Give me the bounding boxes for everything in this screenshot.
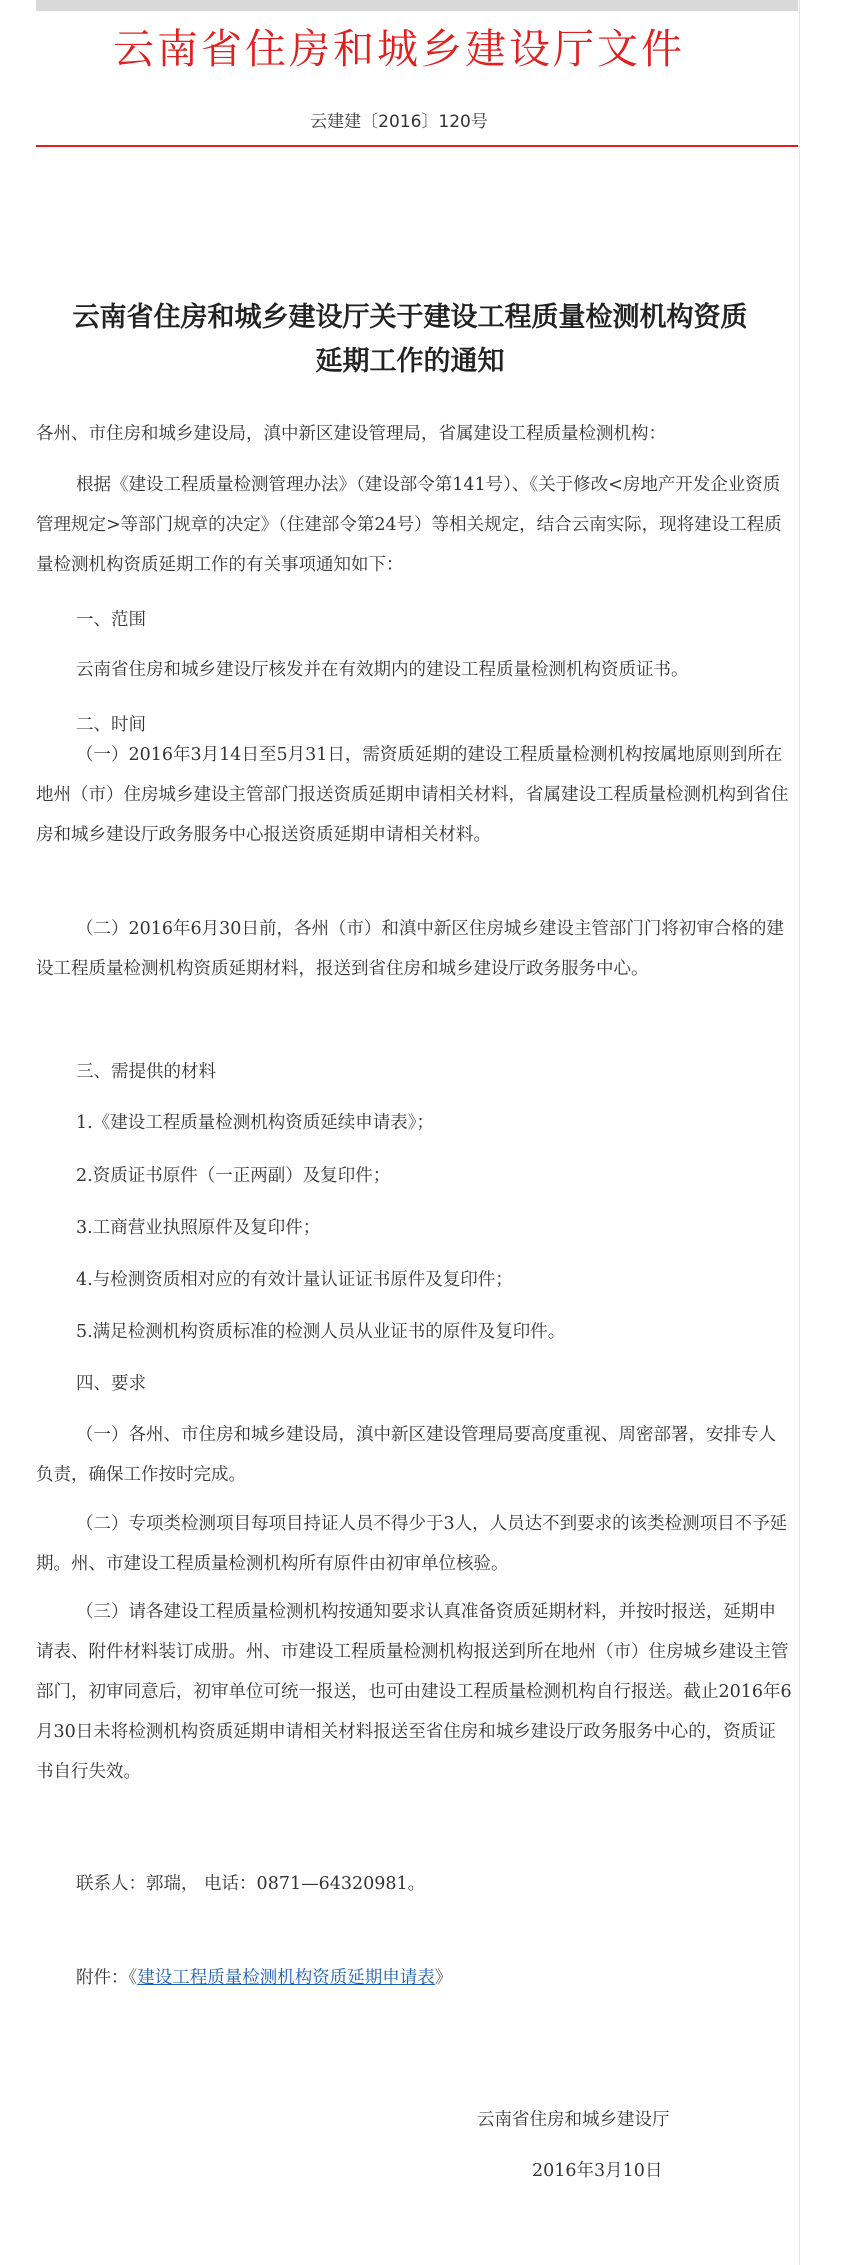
attachment-link[interactable]: 建设工程质量检测机构资质延期申请表: [137, 1968, 435, 1988]
notice-title: [40, 296, 780, 384]
material-item-4: 4.与检测资质相对应的有效计量认证证书原件及复印件；: [76, 1270, 513, 1290]
section1-heading: 一、范围: [76, 610, 146, 630]
contact-line: 联系人：郭瑞， 电话：0871—64320981。: [76, 1874, 426, 1894]
section4-item3: （三）请各建设工程质量检测机构按通知要求认真准备资质延期材料，并按时报送，延期申请表、附件材料装订成册。州、市建设工程质量检测机构报送到所在地州（市）住房城乡建设主管部门，初审同意后，初审单位可统一报送，也可由建设工程质量检测机构自行报送。截止2016年6月30日未将检测机构资质延期申请相关材料报送至省住房和城乡建设厅政务服务中心的，资质证书自行失效。: [36, 1602, 792, 1782]
issue-date: 2016年3月10日: [532, 2161, 663, 2181]
issuer-signature: 云南省住房和城乡建设厅: [477, 2110, 670, 2130]
addressee: 各州、市住房和城乡建设局，滇中新区建设管理局，省属建设工程质量检测机构：: [36, 424, 666, 444]
section2-item1: （一）2016年3月14日至5月31日，需资质延期的建设工程质量检测机构按属地原则到所在地州（市）住房城乡建设主管部门报送资质延期申请相关材料，省属建设工程质量检测机构到省住房和城乡建设厅政务服务中心报送资质延期申请相关材料。: [36, 745, 789, 845]
section4-heading: 四、要求: [76, 1374, 146, 1394]
section4-item1: （一）各州、市住房和城乡建设局，滇中新区建设管理局要高度重视、周密部署，安排专人负责，确保工作按时完成。: [36, 1425, 776, 1485]
section1-text: 云南省住房和城乡建设厅核发并在有效期内的建设工程质量检测机构资质证书。: [76, 660, 689, 680]
attachment-line: [36, 1958, 792, 1998]
section3-heading: 三、需提供的材料: [76, 1062, 216, 1082]
material-item-2: 2.资质证书原件（一正两副）及复印件；: [76, 1166, 391, 1186]
document-number: 云建建〔2016〕120号: [310, 112, 488, 132]
notice-title-line1: 云南省住房和城乡建设厅关于建设工程质量检测机构资质: [72, 302, 748, 333]
intro-paragraph: 根据《建设工程质量检测管理办法》（建设部令第141号）、《关于修改<房地产开发企业资质管理规定>等部门规章的决定》（住建部令第24号）等相关规定，结合云南实际，现将建设工程质量检测机构资质延期工作的有关事项通知如下：: [36, 475, 782, 575]
material-item-5: 5.满足检测机构资质标准的检测人员从业证书的原件及复印件。: [76, 1322, 566, 1342]
material-item-1: 1.《建设工程质量检测机构资质延续申请表》；: [76, 1113, 434, 1133]
section2-item2: （二）2016年6月30日前，各州（市）和滇中新区住房城乡建设主管部门门将初审合格的建设工程质量检测机构资质延期材料，报送到省住房和城乡建设厅政务服务中心。: [36, 919, 784, 979]
red-divider: [36, 145, 798, 147]
attachment-label: 附件：《: [76, 1968, 138, 1988]
section4-item2: （二）专项类检测项目每项目持证人员不得少于3人，人员达不到要求的该类检测项目不予延期。州、市建设工程质量检测机构所有原件由初审单位核验。: [36, 1514, 788, 1574]
attachment-close: 》: [434, 1968, 453, 1988]
notice-title-line2: 延期工作的通知: [315, 346, 505, 377]
material-item-3: 3.工商营业执照原件及复印件；: [76, 1218, 321, 1238]
right-border: [799, 0, 800, 2265]
section2-heading: 二、时间: [76, 715, 146, 735]
document-header-title: 云南省住房和城乡建设厅文件: [113, 25, 685, 73]
